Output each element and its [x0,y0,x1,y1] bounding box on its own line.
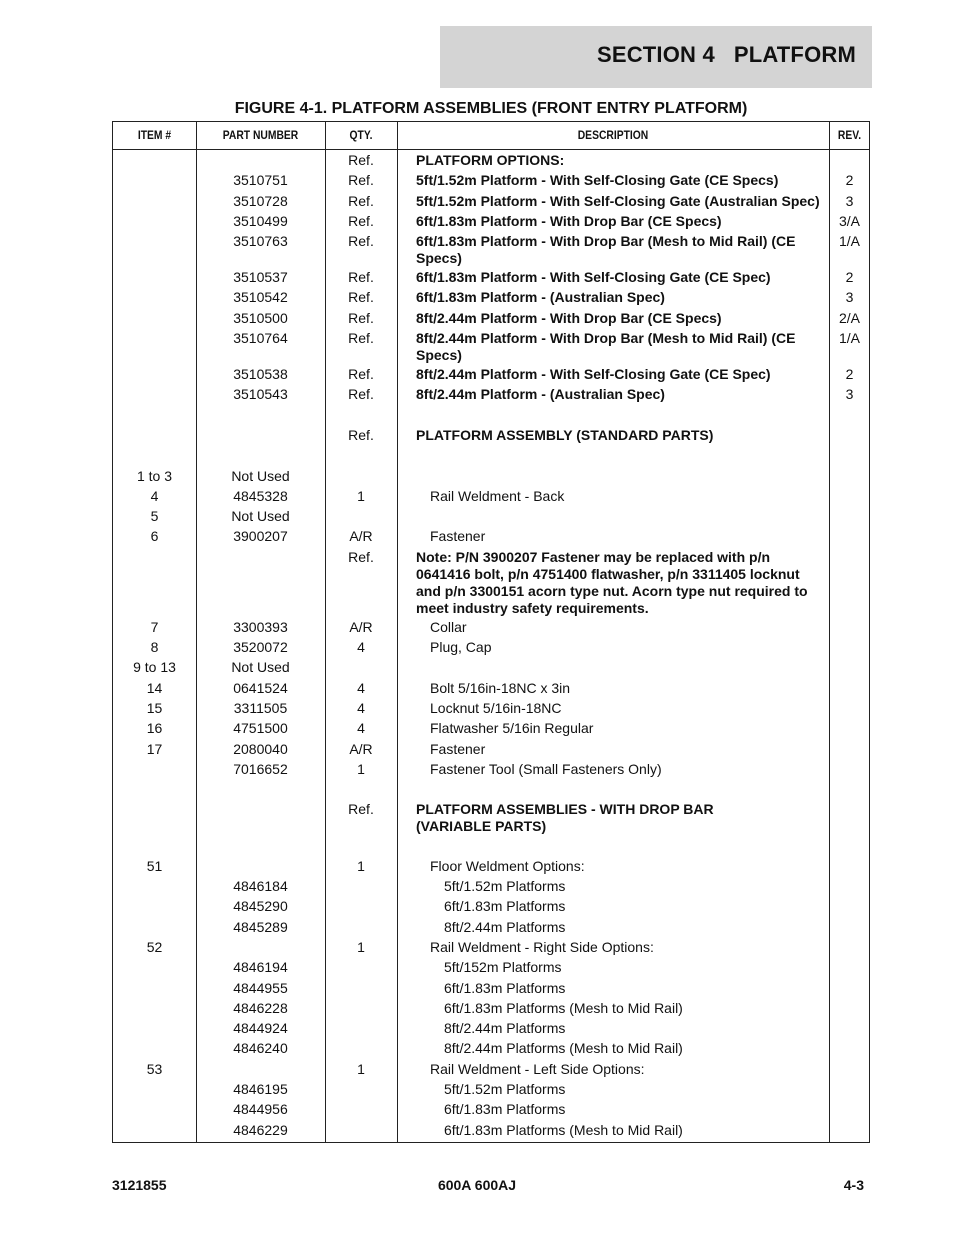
table-row [113,998,869,1018]
part-number-cell: 4846184 [233,878,288,895]
part-number-cell: 4751500 [233,720,288,737]
description-cell: 8ft/2.44m Platform - With Self-Closing Gate (CE Spec) [416,366,771,383]
part-number-cell: 3300393 [233,618,288,635]
section-banner [440,26,872,88]
description-cell [416,657,826,659]
table-row [113,739,869,759]
part-number-cell: 3510500 [233,309,288,326]
qty-cell: Ref. [348,269,374,286]
part-number-cell: 3520072 [233,639,288,656]
table-row [113,547,869,617]
qty-cell: Ref. [348,386,374,403]
table-row [113,1018,869,1038]
rev-cell: 2 [845,269,854,286]
part-number-cell: Not Used [231,659,290,676]
description-cell: Fastener [430,740,486,757]
table-row [113,405,869,425]
qty-cell: Ref. [348,801,374,818]
part-number-cell: 3510751 [233,172,288,189]
table-row [113,896,869,916]
part-number-cell: 3510764 [233,330,288,347]
qty-cell: Ref. [348,330,374,347]
description-cell: Plug, Cap [430,639,492,656]
description-cell: Note: P/N 3900207 Fastener may be replaced with p/n 0641416 bolt, p/n 4751400 flatwasher, p/n 3311405 locknut and p/n 3300151 acorn type nut. Acorn type nut required to meet industry safety requirements. [416,548,808,616]
item-cell: 53 [146,1060,163,1077]
item-cell: 14 [146,679,163,696]
qty-cell: 1 [357,487,365,504]
qty-cell: Ref. [348,192,374,209]
part-number-cell: 4844955 [233,979,288,996]
rev-cell: 1/A [838,233,860,250]
qty-cell: Ref. [348,289,374,306]
item-cell: 52 [146,938,163,955]
description-cell: 5ft/1.52m Platform - With Self-Closing Gate (Australian Spec) [416,192,820,209]
part-number-cell: 4846229 [233,1121,288,1138]
qty-cell: A/R [349,740,373,757]
table-row [113,466,869,486]
part-number-cell: 3510543 [233,386,288,403]
qty-cell: 1 [357,857,365,874]
description-cell: 5ft/1.52m Platforms [444,1080,566,1097]
qty-cell: 4 [357,679,365,696]
table-row [113,1038,869,1058]
item-cell: 16 [146,720,163,737]
table-row [113,759,869,779]
description-cell: PLATFORM ASSEMBLIES - WITH DROP BAR (VARIABLE PARTS) [416,801,714,835]
qty-cell: A/R [349,618,373,635]
part-number-cell: 3510542 [233,289,288,306]
description-cell: Rail Weldment - Right Side Options: [430,938,654,955]
part-number-cell: 3510499 [233,212,288,229]
description-cell: Flatwasher 5/16in Regular [430,720,594,737]
part-number-cell: 4844956 [233,1101,288,1118]
rev-cell: 3 [845,289,854,306]
table-row [113,231,869,267]
table-row [113,678,869,698]
table-row [113,150,869,170]
description-cell: 5ft/1.52m Platform - With Self-Closing Gate (CE Specs) [416,172,779,189]
qty-cell: 4 [357,720,365,737]
table-row [113,364,869,384]
qty-cell: 1 [357,1060,365,1077]
rev-cell: 2 [845,366,854,383]
part-number-cell: 7016652 [233,760,288,777]
qty-cell: Ref. [348,309,374,326]
part-number-cell: 0641524 [233,679,288,696]
item-cell: 9 to 13 [133,659,176,676]
item-cell: 7 [150,618,159,635]
part-number-cell: 4846240 [233,1040,288,1057]
part-number-cell: Not Used [231,508,290,525]
table-row [113,506,869,526]
item-cell: 5 [150,508,159,525]
description-cell: PLATFORM OPTIONS: [416,152,565,168]
qty-cell: Ref. [348,233,374,250]
table-row [113,267,869,287]
description-cell [416,835,826,837]
description-cell: 8ft/2.44m Platform - With Drop Bar (CE Specs) [416,309,722,326]
description-cell: 8ft/2.44m Platforms (Mesh to Mid Rail) [444,1040,683,1057]
table-row [113,978,869,998]
part-number-cell: 4845290 [233,898,288,915]
table-row [113,917,869,937]
table-row [113,1120,869,1140]
description-cell: Rail Weldment - Back [430,487,565,504]
part-number-cell: 4846194 [233,959,288,976]
column-header-rev: REV. [837,128,862,142]
table-row [113,835,869,855]
qty-cell: 1 [357,760,365,777]
item-cell: 15 [146,699,163,716]
description-cell [416,506,826,508]
part-number-cell: 4844924 [233,1020,288,1037]
table-row [113,957,869,977]
part-number-cell: 2080040 [233,740,288,757]
description-cell: 6ft/1.83m Platforms [444,1101,566,1118]
qty-cell: Ref. [348,426,374,443]
table-row [113,856,869,876]
part-number-cell: 3510763 [233,233,288,250]
table-row [113,445,869,465]
qty-cell: A/R [349,528,373,545]
description-cell: 6ft/1.83m Platforms [444,979,566,996]
table-row [113,779,869,799]
description-cell: Floor Weldment Options: [430,857,585,874]
description-cell: 6ft/1.83m Platforms [444,898,566,915]
description-cell: 8ft/2.44m Platforms [444,1020,566,1037]
description-cell [416,466,826,468]
qty-cell: 4 [357,699,365,716]
qty-cell: Ref. [348,212,374,229]
table-row [113,637,869,657]
description-cell: Rail Weldment - Left Side Options: [430,1060,645,1077]
table-row [113,799,869,835]
part-number-cell: 4846228 [233,999,288,1016]
table-row [113,287,869,307]
item-cell: 6 [150,528,159,545]
description-cell: 6ft/1.83m Platforms (Mesh to Mid Rail) [444,1121,683,1138]
footer-page-number: 4-3 [843,1177,864,1193]
description-cell [416,405,826,407]
description-cell: 8ft/2.44m Platform - (Australian Spec) [416,386,665,403]
qty-cell: 4 [357,639,365,656]
rev-cell: 2 [845,172,854,189]
table-row [113,698,869,718]
table-row [113,328,869,364]
rev-cell: 3/A [838,212,860,229]
description-cell: PLATFORM ASSEMBLY (STANDARD PARTS) [416,426,714,443]
table-row [113,657,869,677]
rev-cell: 3 [845,192,854,209]
table-row [113,937,869,957]
table-row [113,486,869,506]
table-row [113,191,869,211]
table-row [113,425,869,445]
table-row [113,384,869,404]
column-header-description: DESCRIPTION [577,128,649,142]
description-cell: Bolt 5/16in-18NC x 3in [430,679,571,696]
description-cell: Fastener [430,528,486,545]
description-cell: 6ft/1.83m Platform - With Drop Bar (CE Specs) [416,212,722,229]
description-cell: 6ft/1.83m Platforms (Mesh to Mid Rail) [444,999,683,1016]
table-row [113,308,869,328]
table-row [113,718,869,738]
part-number-cell: 3510538 [233,366,288,383]
item-cell: 51 [146,857,163,874]
parts-table [112,121,870,1143]
qty-cell: Ref. [348,548,374,565]
table-row [113,1099,869,1119]
column-header-item: ITEM # [137,128,172,142]
description-cell: Fastener Tool (Small Fasteners Only) [430,760,662,777]
table-row [113,170,869,190]
footer-model: 600A 600AJ [437,1177,517,1193]
figure-title: FIGURE 4-1. PLATFORM ASSEMBLIES (FRONT ENTRY PLATFORM) [234,100,748,117]
footer-doc-number: 3121855 [112,1177,167,1193]
description-cell: Collar [430,618,467,635]
description-cell: 8ft/2.44m Platforms [444,918,566,935]
table-row [113,211,869,231]
rev-cell: 2/A [838,309,860,326]
table-row [113,526,869,546]
table-body [113,150,869,1140]
table-row [113,617,869,637]
description-cell: 5ft/152m Platforms [444,959,562,976]
part-number-cell: 3311505 [233,699,288,716]
table-row [113,1079,869,1099]
part-number-cell: 4845289 [233,918,288,935]
description-cell: 8ft/2.44m Platform - With Drop Bar (Mesh to Mid Rail) (CE Specs) [416,330,796,364]
description-cell [416,445,826,447]
description-cell: 6ft/1.83m Platform - With Self-Closing Gate (CE Spec) [416,269,771,286]
qty-cell: Ref. [348,172,374,189]
description-cell: 6ft/1.83m Platform - With Drop Bar (Mesh to Mid Rail) (CE Specs) [416,233,796,267]
item-cell: 17 [146,740,163,757]
item-cell: 4 [150,487,159,504]
column-header-qty: QTY. [349,128,373,142]
column-header-part-number: PART NUMBER [222,128,299,142]
item-cell: 1 to 3 [136,467,173,484]
description-cell: Locknut 5/16in-18NC [430,699,562,716]
part-number-cell: 4845328 [233,487,288,504]
part-number-cell: 3900207 [233,528,288,545]
part-number-cell: 3510728 [233,192,288,209]
section-title: SECTION 4 PLATFORM [596,42,856,67]
description-cell: 6ft/1.83m Platform - (Australian Spec) [416,289,665,306]
qty-cell: 1 [357,938,365,955]
qty-cell: Ref. [348,152,374,168]
item-cell: 8 [150,639,159,656]
table-row [113,1059,869,1079]
part-number-cell: Not Used [231,467,290,484]
rev-cell: 1/A [838,330,860,347]
table-row [113,876,869,896]
qty-cell: Ref. [348,366,374,383]
part-number-cell: 4846195 [233,1080,288,1097]
part-number-cell: 3510537 [233,269,288,286]
rev-cell: 3 [845,386,854,403]
description-cell: 5ft/1.52m Platforms [444,878,566,895]
description-cell [416,779,826,781]
